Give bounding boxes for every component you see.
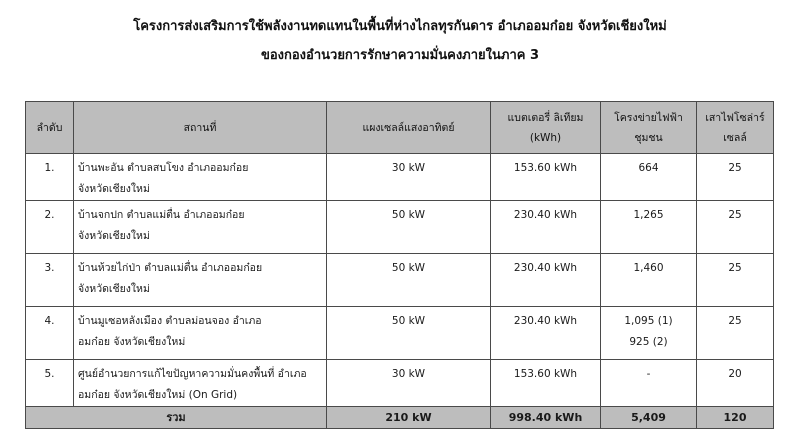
- document-title: โครงการส่งเสริมการใช้พลังงานทดแทนในพื้นที่ห่างไกลทุรกันดาร อำเภออมก๋อย จังหวัดเชียงใหม่: [133, 19, 667, 34]
- row-location-line2: อมก๋อย จังหวัดเชียงใหม่ (On Grid): [78, 389, 238, 401]
- row-grid-line1: 1,095 (1): [624, 315, 673, 327]
- row-grid-line1: 664: [638, 162, 659, 174]
- row-solar-pole: 25: [697, 154, 774, 201]
- table-row: [26, 154, 774, 201]
- header-grid: [601, 102, 697, 154]
- row-location: [74, 154, 327, 201]
- row-no: 3.: [26, 254, 74, 307]
- row-location-line2: อมก๋อย จังหวัดเชียงใหม่: [78, 336, 186, 348]
- row-no: 2.: [26, 201, 74, 254]
- row-location-line1: บ้านมูเซอหลังเมือง ตำบลม่อนจอง อำเภอ: [78, 315, 262, 327]
- table-header-row: [26, 102, 774, 154]
- row-location-line2: จังหวัดเชียงใหม่: [78, 283, 150, 295]
- row-location: [74, 254, 327, 307]
- total-solar-panel: 210 kW: [327, 407, 491, 429]
- header-grid-line1: โครงข่ายไฟฟ้า: [614, 111, 683, 124]
- header-battery-line1: แบตเตอรี่ ลิเทียม: [507, 111, 584, 124]
- table-row: [26, 360, 774, 407]
- row-location-line2: จังหวัดเชียงใหม่: [78, 230, 150, 242]
- row-location: [74, 201, 327, 254]
- total-grid: 5,409: [601, 407, 697, 429]
- row-grid-line2: 925 (2): [629, 336, 668, 348]
- row-no: 1.: [26, 154, 74, 201]
- row-grid: [601, 201, 697, 254]
- row-battery: 230.40 kWh: [491, 201, 601, 254]
- row-solar-panel: 50 kW: [327, 201, 491, 254]
- row-location-line2: จังหวัดเชียงใหม่: [78, 183, 150, 195]
- table-row: [26, 307, 774, 360]
- row-solar-pole: 20: [697, 360, 774, 407]
- row-location-line1: ศูนย์อำนวยการแก้ไขปัญหาความมั่นคงพื้นที่ อำเภอ: [78, 368, 307, 380]
- row-solar-panel: 30 kW: [327, 360, 491, 407]
- row-solar-panel: 50 kW: [327, 307, 491, 360]
- row-no: 5.: [26, 360, 74, 407]
- header-battery-line2: (kWh): [529, 131, 562, 144]
- header-battery: [491, 102, 601, 154]
- row-no: 4.: [26, 307, 74, 360]
- row-grid-line1: 1,460: [633, 262, 664, 274]
- row-battery: 230.40 kWh: [491, 254, 601, 307]
- table-row: [26, 254, 774, 307]
- row-solar-pole: 25: [697, 201, 774, 254]
- header-grid-line2: ชุมชน: [634, 131, 663, 144]
- header-solar-pole: เสาไฟโซล่าร์เซลล์: [697, 102, 774, 154]
- row-grid-line1: -: [646, 368, 651, 380]
- row-grid: [601, 307, 697, 360]
- row-solar-panel: 50 kW: [327, 254, 491, 307]
- header-no: ลำดับ: [26, 102, 74, 154]
- row-location-line1: บ้านจกปก ตำบลแม่ตื่น อำเภออมก๋อย: [78, 209, 245, 221]
- row-location-line1: บ้านห้วยไก่ป่า ตำบลแม่ตื่น อำเภออมก๋อย: [78, 262, 263, 274]
- total-battery: 998.40 kWh: [491, 407, 601, 429]
- table-total-row: [26, 407, 774, 429]
- table-row: [26, 201, 774, 254]
- row-grid-line1: 1,265: [633, 209, 664, 221]
- row-solar-panel: 30 kW: [327, 154, 491, 201]
- row-solar-pole: 25: [697, 307, 774, 360]
- header-location: สถานที่: [74, 102, 327, 154]
- document-subtitle: ของกองอำนวยการรักษาความมั่นคงภายในภาค 3: [260, 48, 540, 63]
- row-location: [74, 360, 327, 407]
- row-battery: 153.60 kWh: [491, 360, 601, 407]
- row-battery: 230.40 kWh: [491, 307, 601, 360]
- header-solar-panel: แผงเซลล์แสงอาทิตย์: [327, 102, 491, 154]
- row-grid: [601, 154, 697, 201]
- total-solar-pole: 120: [697, 407, 774, 429]
- row-solar-pole: 25: [697, 254, 774, 307]
- row-location: [74, 307, 327, 360]
- row-battery: 153.60 kWh: [491, 154, 601, 201]
- row-grid: [601, 254, 697, 307]
- row-grid: [601, 360, 697, 407]
- total-label: รวม: [26, 407, 327, 429]
- project-table: [25, 101, 774, 429]
- row-location-line1: บ้านพะอัน ตำบลสบโขง อำเภออมก๋อย: [78, 162, 249, 174]
